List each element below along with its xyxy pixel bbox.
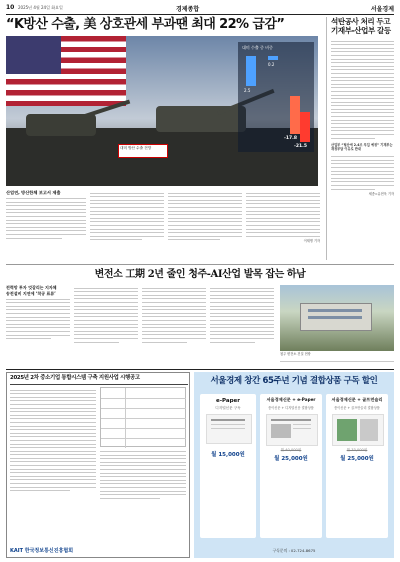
main-photo: [6, 36, 318, 186]
substation-photo: [280, 285, 394, 351]
page-header: [6, 4, 394, 14]
chart-value: -21.5: [294, 144, 307, 149]
notice-title: 2025년 2차 중소기업 통합시스템 구축 지원사업 시행공고: [10, 375, 140, 381]
paper-name: 서울경제: [370, 6, 394, 13]
main-byline: 이재명 기자: [303, 239, 320, 244]
substation-caption: 청주 변전소 건설 현장: [280, 352, 311, 356]
notice-ad: [6, 372, 190, 558]
chart-value: 0.2: [268, 62, 275, 67]
chart-note: 대미 수출 중 비중: [242, 45, 273, 50]
chart-callout: 대미 방산 수출 전망: [118, 144, 168, 158]
right-headline: 석탄공사 처리 두고 기재부-산업부 갈등: [331, 17, 391, 35]
tank-icon: [156, 106, 246, 132]
header-rule: [6, 14, 394, 15]
product-2-name: 서울경제신문 + e‑Paper: [266, 397, 316, 402]
right-byline: 세종=유현욱 기자: [368, 192, 394, 197]
tablet-image: [206, 414, 252, 444]
second-sub-2: 송전설비 지연에 ‘착공 표류’: [6, 290, 56, 296]
export-chart: [238, 42, 314, 152]
main-article-col-3: [168, 190, 242, 260]
notice-col-2: [100, 387, 186, 537]
notice-table: [100, 387, 186, 447]
product-card-epaper[interactable]: [200, 394, 256, 538]
main-article-col-2: [90, 190, 164, 260]
chart-bar: [268, 56, 278, 60]
section-divider: [6, 264, 394, 265]
us-flag-image: [6, 36, 126, 106]
ad-divider: [6, 369, 394, 370]
newspaper-image: [266, 414, 318, 446]
product-1-desc: 디지털신문 구독: [215, 406, 241, 410]
page-number: 10: [6, 4, 15, 11]
subscription-title: 서울경제 창간 65주년 기념 결합상품 구독 할인: [210, 376, 378, 386]
second-article-col-4: [210, 285, 274, 365]
chart-value: 2.5: [244, 88, 251, 93]
main-subheadline: 산업연, 방산한체 보고서 제출: [6, 190, 61, 195]
product-1-name: e‑Paper: [216, 398, 240, 404]
second-sub-1: 전력망 투자 엇갈리는 지자체: [6, 285, 57, 290]
product-card-print-golf[interactable]: [326, 394, 388, 538]
magazine-image: [332, 414, 384, 446]
section-title: 경제종합: [176, 6, 200, 13]
product-1-price: 월 15,000원: [211, 452, 245, 458]
product-3-price: 월 25,000원: [340, 456, 374, 462]
right-article: [326, 17, 394, 260]
product-3-old-price: 월 33,000원: [346, 448, 368, 452]
product-2-desc: 종이신문 + 디지털신문 결합상품: [268, 406, 314, 410]
subscription-footer: 구독문의 : 02‑724‑8675: [272, 548, 316, 553]
notice-col-1: [10, 387, 96, 537]
chart-value: -17.8: [284, 136, 297, 141]
page-date: 2025년 4월 24일 화요일: [18, 5, 63, 10]
chart-bar: [246, 56, 256, 86]
chart-bar: [290, 96, 300, 134]
main-headline: “K방산 수출, 美 상호관세 부과땐 최대 22% 급감”: [6, 17, 285, 32]
right-box-caption: 산업부 “형산에 2.4조 투입 예정” 기재부는 재정부담 이유로 반대: [331, 143, 393, 152]
subscription-ad: [194, 372, 394, 558]
second-article-col-2: [74, 285, 138, 365]
second-article-col-1: [6, 285, 70, 365]
chart-bar: [300, 112, 310, 142]
main-article-col-1: [6, 190, 86, 260]
second-headline: 변전소 工期 2년 줄인 청주‑AI산업 발목 잡는 하남: [94, 269, 306, 280]
product-3-name: 서울경제신문 + 골프먼슬리: [331, 397, 383, 402]
second-article-col-3: [142, 285, 206, 365]
kait-logo: KAIT 한국정보통신진흥협회: [10, 548, 74, 554]
product-2-old-price: 월 40,000원: [280, 448, 302, 452]
product-card-print-epaper[interactable]: [260, 394, 322, 538]
product-2-price: 월 25,000원: [274, 456, 308, 462]
product-3-desc: 종이신문 + 골프먼슬리 결합상품: [334, 406, 380, 410]
main-article-col-4: [246, 190, 320, 260]
second-article-tail: [280, 358, 394, 366]
